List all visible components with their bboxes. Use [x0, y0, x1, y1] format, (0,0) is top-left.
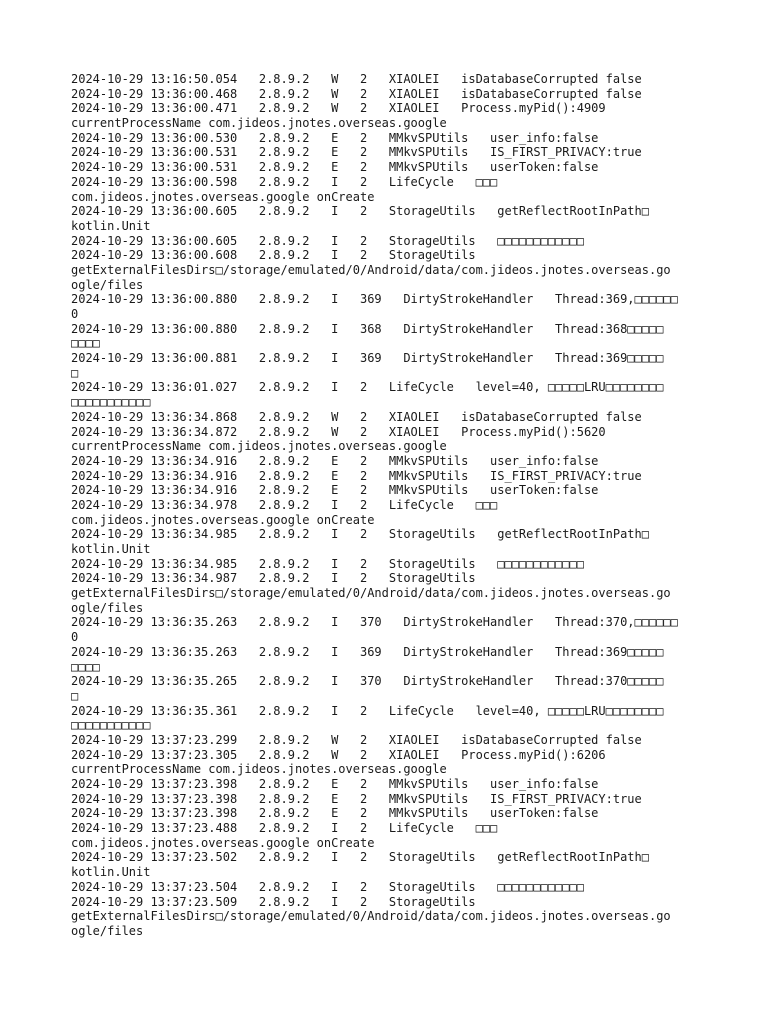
log-line: 2024-10-29 13:36:35.263 2.8.9.2 I 369 DirtyStrokeHandler Thread:369□□□□□	[71, 644, 664, 659]
log-line: kotlin.Unit	[71, 542, 151, 556]
log-line: 2024-10-29 13:36:01.027 2.8.9.2 I 2 LifeCycle level=40, □□□□□LRU□□□□□□□□	[71, 380, 664, 395]
log-line: 2024-10-29 13:36:34.987 2.8.9.2 I 2 StorageUtils	[71, 571, 476, 586]
log-line: 2024-10-29 13:36:34.916 2.8.9.2 E 2 MMkvSPUtils userToken:false	[71, 483, 599, 498]
log-line: 2024-10-29 13:36:00.881 2.8.9.2 I 369 DirtyStrokeHandler Thread:369□□□□□	[71, 351, 664, 366]
log-text-block	[71, 72, 711, 939]
log-line: 2024-10-29 13:37:23.509 2.8.9.2 I 2 StorageUtils	[71, 894, 476, 909]
log-line: currentProcessName com.jideos.jnotes.overseas.google	[71, 439, 447, 454]
log-line: 2024-10-29 13:36:00.530 2.8.9.2 E 2 MMkvSPUtils user_info:false	[71, 130, 599, 145]
log-line: 2024-10-29 13:36:35.263 2.8.9.2 I 370 DirtyStrokeHandler Thread:370,□□□□□□	[71, 615, 678, 630]
log-line: □	[71, 688, 79, 703]
log-line: ogle/files	[71, 600, 144, 615]
log-line: 2024-10-29 13:37:23.305 2.8.9.2 W 2 XIAOLEI Process.myPid():6206	[71, 747, 606, 762]
log-line: 2024-10-29 13:36:00.880 2.8.9.2 I 369 DirtyStrokeHandler Thread:369,□□□□□□	[71, 292, 678, 307]
log-line: 2024-10-29 13:37:23.398 2.8.9.2 E 2 MMkvSPUtils IS_FIRST_PRIVACY:true	[71, 791, 642, 806]
log-line: getExternalFilesDirs□/storage/emulated/0/Android/data/com.jideos.jnotes.overseas.go	[71, 586, 671, 601]
log-line: □□□□□□□□□□□	[71, 395, 151, 410]
log-line: 2024-10-29 13:36:00.531 2.8.9.2 E 2 MMkvSPUtils userToken:false	[71, 160, 599, 175]
log-line: 0	[71, 307, 79, 321]
log-line: com.jideos.jnotes.overseas.google onCreate	[71, 189, 375, 204]
log-line: currentProcessName com.jideos.jnotes.overseas.google	[71, 762, 447, 777]
log-line: 2024-10-29 13:36:34.916 2.8.9.2 E 2 MMkvSPUtils IS_FIRST_PRIVACY:true	[71, 468, 642, 483]
log-line: getExternalFilesDirs□/storage/emulated/0/Android/data/com.jideos.jnotes.overseas.go	[71, 262, 671, 277]
log-line: 2024-10-29 13:16:50.054 2.8.9.2 W 2 XIAOLEI isDatabaseCorrupted false	[71, 72, 642, 86]
log-line: kotlin.Unit	[71, 865, 151, 880]
log-line: 2024-10-29 13:37:23.488 2.8.9.2 I 2 LifeCycle □□□	[71, 821, 498, 836]
log-line: 0	[71, 630, 79, 645]
log-line: 2024-10-29 13:36:00.605 2.8.9.2 I 2 StorageUtils getReflectRootInPath□	[71, 204, 649, 219]
log-line: com.jideos.jnotes.overseas.google onCreate	[71, 835, 375, 850]
log-line: 2024-10-29 13:37:23.504 2.8.9.2 I 2 StorageUtils □□□□□□□□□□□□	[71, 879, 584, 894]
log-line: □	[71, 365, 79, 380]
log-line: 2024-10-29 13:36:00.468 2.8.9.2 W 2 XIAOLEI isDatabaseCorrupted false	[71, 86, 642, 101]
log-line: getExternalFilesDirs□/storage/emulated/0/Android/data/com.jideos.jnotes.overseas.go	[71, 909, 671, 924]
log-line: 2024-10-29 13:36:35.265 2.8.9.2 I 370 DirtyStrokeHandler Thread:370□□□□□	[71, 674, 664, 689]
log-line: 2024-10-29 13:37:23.502 2.8.9.2 I 2 StorageUtils getReflectRootInPath□	[71, 850, 649, 865]
log-line: □□□□	[71, 336, 100, 351]
log-line: com.jideos.jnotes.overseas.google onCreate	[71, 512, 375, 527]
log-line: 2024-10-29 13:36:00.471 2.8.9.2 W 2 XIAOLEI Process.myPid():4909	[71, 101, 606, 116]
log-line: 2024-10-29 13:36:34.978 2.8.9.2 I 2 LifeCycle □□□	[71, 497, 498, 512]
log-line: 2024-10-29 13:36:00.598 2.8.9.2 I 2 LifeCycle □□□	[71, 174, 498, 189]
log-line: 2024-10-29 13:37:23.398 2.8.9.2 E 2 MMkvSPUtils user_info:false	[71, 777, 599, 791]
log-line: kotlin.Unit	[71, 218, 151, 233]
log-line: 2024-10-29 13:36:34.985 2.8.9.2 I 2 StorageUtils □□□□□□□□□□□□	[71, 556, 584, 571]
log-line: 2024-10-29 13:36:00.605 2.8.9.2 I 2 StorageUtils □□□□□□□□□□□□	[71, 233, 584, 248]
log-line: ogle/files	[71, 923, 144, 938]
log-line: 2024-10-29 13:36:00.880 2.8.9.2 I 368 DirtyStrokeHandler Thread:368□□□□□	[71, 321, 664, 336]
log-line: 2024-10-29 13:36:34.868 2.8.9.2 W 2 XIAOLEI isDatabaseCorrupted false	[71, 409, 642, 424]
log-line: □□□□	[71, 659, 100, 674]
log-line: 2024-10-29 13:36:00.531 2.8.9.2 E 2 MMkvSPUtils IS_FIRST_PRIVACY:true	[71, 145, 642, 160]
log-line: □□□□□□□□□□□	[71, 718, 151, 733]
log-line: 2024-10-29 13:36:34.985 2.8.9.2 I 2 StorageUtils getReflectRootInPath□	[71, 527, 649, 542]
log-line: 2024-10-29 13:37:23.299 2.8.9.2 W 2 XIAOLEI isDatabaseCorrupted false	[71, 732, 642, 747]
log-line: currentProcessName com.jideos.jnotes.overseas.google	[71, 116, 447, 131]
log-line: 2024-10-29 13:36:00.608 2.8.9.2 I 2 StorageUtils	[71, 248, 476, 263]
log-line: 2024-10-29 13:37:23.398 2.8.9.2 E 2 MMkvSPUtils userToken:false	[71, 806, 599, 821]
log-line: 2024-10-29 13:36:34.872 2.8.9.2 W 2 XIAOLEI Process.myPid():5620	[71, 424, 606, 439]
log-line: 2024-10-29 13:36:34.916 2.8.9.2 E 2 MMkvSPUtils user_info:false	[71, 453, 599, 468]
log-line: 2024-10-29 13:36:35.361 2.8.9.2 I 2 LifeCycle level=40, □□□□□LRU□□□□□□□□	[71, 703, 664, 718]
log-line: ogle/files	[71, 277, 144, 292]
